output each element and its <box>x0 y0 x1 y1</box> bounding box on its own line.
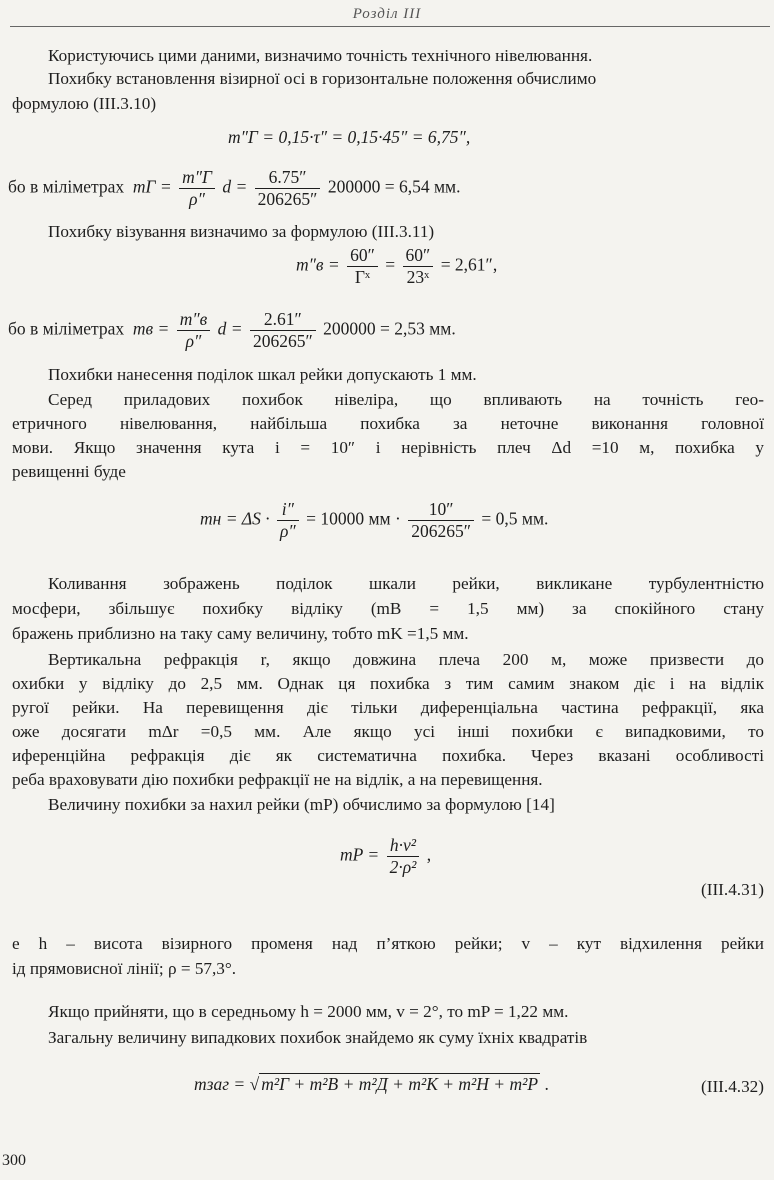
formula-2 <box>8 168 460 209</box>
formula-5 <box>200 500 548 541</box>
f7-radicand: m²Г + m²В + m²Д + m²К + m²Н + m²Р <box>261 1074 539 1094</box>
equation-number-32: (ІІІ.4.32) <box>701 1077 764 1096</box>
formula-1: m″Г = 0,15·τ″ = 0,15·45″ = 6,75″, <box>228 127 471 147</box>
f6-num: h·v² <box>387 836 420 857</box>
f5-mid: = 10000 мм · <box>306 508 401 529</box>
f4-den2: 206265″ <box>252 331 313 351</box>
f5-lhs: mн = ΔS · <box>200 508 270 529</box>
text-line-19: иференційна рефракція діє як систематична похибка. Через вказані особливості <box>12 746 764 765</box>
running-header: Розділ ІІІ <box>352 6 422 22</box>
f5-den: ρ″ <box>280 521 296 541</box>
formula-6-frac <box>387 836 420 877</box>
text-line-23: ід прямовисної лінії; ρ = 57,3°. <box>12 959 237 978</box>
formula-5-frac-1 <box>277 500 299 541</box>
text-line-13: мосфери, збільшує похибку відліку (mB = 1,5 мм) за спокійного стану <box>12 599 764 618</box>
text-line-22: е h – висота візирного променя над п’яткою рейки; v – кут відхилення рейки <box>12 934 764 953</box>
text-line-24: Якщо прийняти, що в середньому h = 2000 мм, v = 2°, то mP = 1,22 мм. <box>48 1002 569 1021</box>
text-line-16: охибки у відліку до 2,5 мм. Однак ця похибка з тим самим знаком діє і на відлік <box>12 674 764 693</box>
text-line-1: Користуючись цими даними, визначимо точність технічного нівелювання. <box>48 46 593 65</box>
f2-num2: 6.75″ <box>255 168 321 189</box>
formula-4-frac-2 <box>250 310 316 351</box>
f4-rhs: 200000 = 2,53 мм. <box>323 318 456 339</box>
text-line-9: етричного нівелювання, найбільша похибка за неточне виконання головної <box>12 414 764 433</box>
f2-den2: 206265″ <box>257 189 318 209</box>
f4-mid: d = <box>217 318 243 339</box>
formula-5-frac-2 <box>408 500 474 541</box>
f6-rhs: , <box>426 844 432 865</box>
f5-num2: 10″ <box>408 500 474 521</box>
text-line-2: Похибку встановлення візирної осі в горизонтальне положення обчислимо <box>48 69 597 88</box>
f6-den: 2·ρ² <box>389 857 417 877</box>
f3-den2: 23ˣ <box>406 267 430 287</box>
f5-rhs: = 0,5 мм. <box>481 508 549 529</box>
f5-den2: 206265″ <box>411 521 472 541</box>
formula-2-prefix: бо в міліметрах <box>8 176 125 197</box>
text-line-21: Величину похибки за нахил рейки (mP) обчислимо за формулою [14] <box>48 795 555 814</box>
f5-num: i″ <box>277 500 299 521</box>
formula-2-lhs: mГ = <box>132 176 172 197</box>
formula-2-frac-2 <box>255 168 321 209</box>
f4-num2: 2.61″ <box>250 310 316 331</box>
formula-3: m″в = $\frac{60''}{\text{Гˣ}}$ = $\frac{60''}{\text{23ˣ}}$ = 2,61″, <box>296 245 498 287</box>
formula-3-frac-2 <box>403 246 434 287</box>
text-line-12: Коливання зображень поділок шкали рейки, викликане турбулентністю <box>48 574 764 593</box>
f3-den: Гˣ <box>354 267 371 287</box>
header-rule <box>10 26 770 27</box>
formula-3-frac-1 <box>347 246 378 287</box>
formula-6 <box>340 836 431 877</box>
f2-den: ρ″ <box>189 189 205 209</box>
formula-4-frac-1 <box>177 310 211 351</box>
f3-lhs: m″в = <box>296 254 340 275</box>
f7-rhs: . <box>544 1074 549 1094</box>
text-line-10: мови. Якщо значення кута i = 10″ і нерівність плеч Δd =10 м, похибка у <box>12 438 764 457</box>
f2-rhs: 200000 = 6,54 мм. <box>327 176 461 197</box>
f3-num2: 60″ <box>403 246 434 267</box>
equation-number-31: (ІІІ.4.31) <box>701 880 764 899</box>
f7-lhs: mзаг = √ <box>194 1074 260 1094</box>
formula-2-frac-1 <box>179 168 215 209</box>
f3-rhs: = 2,61″, <box>440 254 498 275</box>
f4-num: m″в <box>177 310 211 331</box>
text-line-20: реба враховувати дію похибки рефракції не на відлік, а на перевищення. <box>12 770 543 789</box>
text-line-3: формулою (ІІІ.3.10) <box>12 94 157 113</box>
formula-4 <box>8 310 456 351</box>
text-line-5: Похибку візування визначимо за формулою (ІІІ.3.11) <box>48 222 435 241</box>
f2-num: m″Г <box>179 168 215 189</box>
text-line-25: Загальну величину випадкових похибок знайдемо як суму їхніх квадратів <box>48 1028 588 1047</box>
text-line-7: Похибки нанесення поділок шкал рейки допускають 1 мм. <box>48 365 477 384</box>
f6-lhs: mP = <box>340 844 380 865</box>
text-line-11: ревищенні буде <box>12 462 126 481</box>
f4-den: ρ″ <box>185 331 202 351</box>
f4-lhs: mв = <box>132 318 170 339</box>
formula-4-prefix: бо в міліметрах <box>8 318 125 339</box>
text-line-15: Вертикальна рефракція r, якщо довжина плеча 200 м, може призвести до <box>48 650 764 669</box>
f3-num: 60″ <box>347 246 378 267</box>
formula-7 <box>194 1074 549 1095</box>
f2-mid: d = <box>222 176 248 197</box>
text-line-8: Серед приладових похибок нівеліра, що впливають на точність гео- <box>48 390 764 409</box>
text-line-18: оже досягати mΔr =0,5 мм. Але якщо усі інші похибки є випадковими, то <box>12 722 764 741</box>
text-line-14: бражень приблизно на таку саму величину, тобто mK =1,5 мм. <box>12 624 469 643</box>
text-line-17: ругої рейки. На перевищення діє тільки диференціальна частина рефракції, яка <box>12 698 764 717</box>
page-number: 300 <box>2 1152 26 1169</box>
